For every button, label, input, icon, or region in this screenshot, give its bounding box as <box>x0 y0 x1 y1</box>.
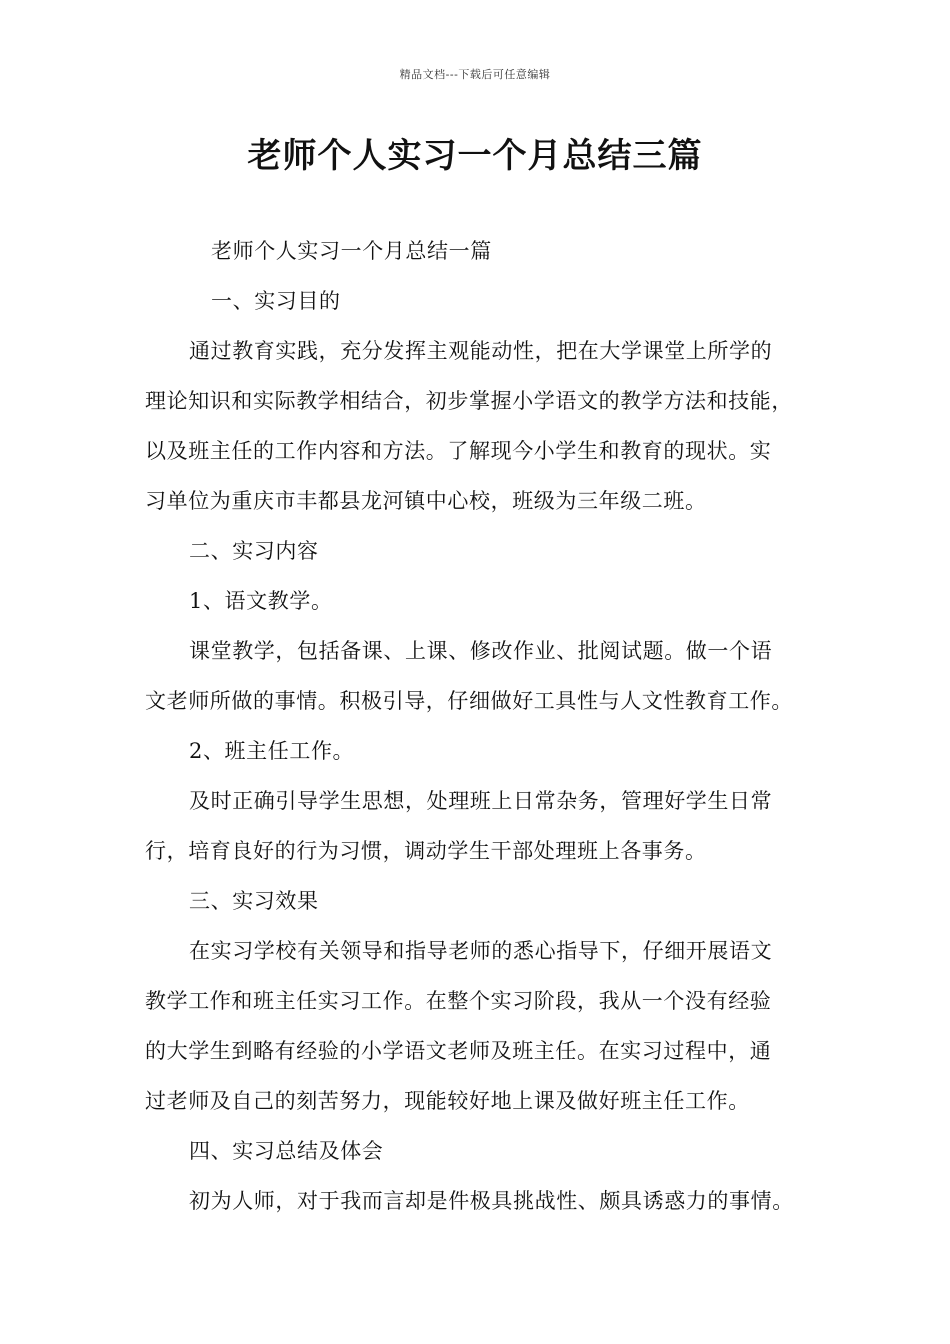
section-heading: 四、实习总结及体会 <box>189 1139 384 1163</box>
subsection-heading: 2、班主任工作。 <box>189 739 355 763</box>
paragraph-line: 习单位为重庆市丰都县龙河镇中心校，班级为三年级二班。 <box>145 489 707 513</box>
paragraph-line: 的大学生到略有经验的小学语文老师及班主任。在实习过程中，通 <box>145 1039 772 1063</box>
paragraph-line: 课堂教学，包括备课、上课、修改作业、批阅试题。做一个语 <box>189 639 773 663</box>
paragraph-line: 行，培育良好的行为习惯，调动学生干部处理班上各事务。 <box>145 839 707 863</box>
section-heading: 一、实习目的 <box>211 289 341 313</box>
section-heading: 三、实习效果 <box>189 889 319 913</box>
paragraph-line: 以及班主任的工作内容和方法。了解现今小学生和教育的现状。实 <box>145 439 772 463</box>
paragraph-line: 教学工作和班主任实习工作。在整个实习阶段，我从一个没有经验 <box>145 989 772 1013</box>
header-note: 精品文档---下载后可任意编辑 <box>399 68 551 81</box>
document-title: 老师个人实习一个月总结三篇 <box>247 136 703 176</box>
paragraph-line: 过老师及自己的刻苦努力，现能较好地上课及做好班主任工作。 <box>145 1089 750 1113</box>
paragraph-line: 初为人师，对于我而言却是件极具挑战性、颇具诱惑力的事情。 <box>189 1189 794 1213</box>
paragraph-line: 通过教育实践，充分发挥主观能动性，把在大学课堂上所学的 <box>189 339 773 363</box>
paragraph-line: 及时正确引导学生思想，处理班上日常杂务，管理好学生日常 <box>189 789 773 813</box>
paragraph-line: 在实习学校有关领导和指导老师的悉心指导下，仔细开展语文 <box>189 939 773 963</box>
document-body <box>145 226 825 1226</box>
section-heading: 二、实习内容 <box>189 539 319 563</box>
subsection-heading: 1、语文教学。 <box>189 589 333 613</box>
paragraph-line: 理论知识和实际教学相结合，初步掌握小学语文的教学方法和技能， <box>145 389 793 413</box>
subtitle: 老师个人实习一个月总结一篇 <box>211 239 492 263</box>
paragraph-line: 文老师所做的事情。积极引导，仔细做好工具性与人文性教育工作。 <box>145 689 793 713</box>
